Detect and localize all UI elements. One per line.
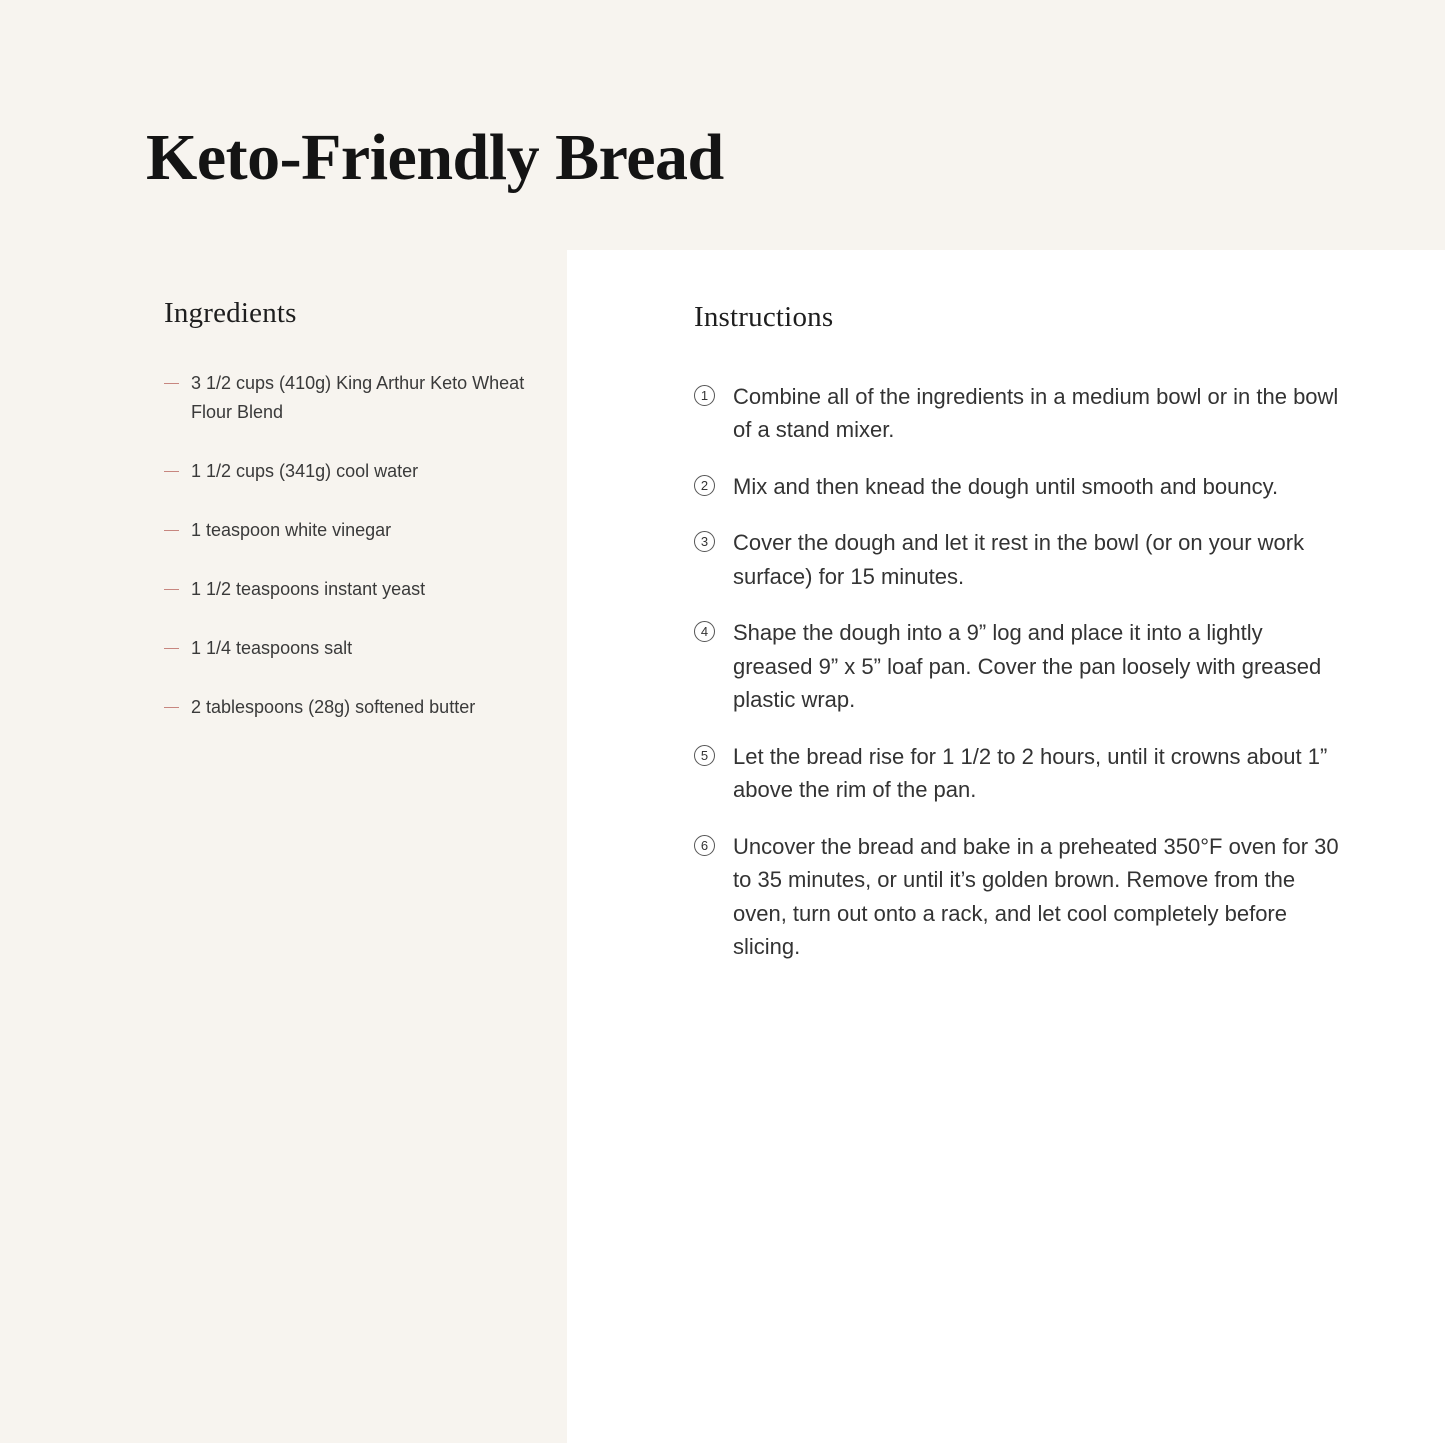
ingredient-text: 1 1/2 teaspoons instant yeast [191, 578, 426, 599]
ingredient-text: 3 1/2 cups (410g) King Arthur Keto Wheat Flour Blend [191, 372, 525, 422]
ingredient-text: 2 tablespoons (28g) softened butter [191, 696, 476, 717]
ingredient-text: 1 1/2 cups (341g) cool water [191, 460, 419, 481]
ingredients-heading: Ingredients [164, 297, 297, 329]
step-number-circle-icon: 2 [694, 475, 715, 496]
instruction-step [694, 616, 1344, 717]
instruction-step [694, 526, 1344, 593]
ingredient-item [164, 693, 534, 722]
ingredients-list [164, 369, 534, 722]
dash-bullet-icon [164, 471, 179, 472]
instructions-list [694, 380, 1344, 964]
instruction-step [694, 740, 1344, 807]
instructions-heading: Instructions [694, 301, 834, 333]
page-title: Keto-Friendly Bread [146, 121, 724, 194]
step-text: Shape the dough into a 9” log and place it into a lightly greased 9” x 5” loaf pan. Cover the pan loosely with greased plastic wrap. [733, 620, 1322, 713]
step-number-circle-icon: 3 [694, 531, 715, 552]
step-text: Uncover the bread and bake in a preheated 350°F oven for 30 to 35 minutes, or until it’s golden brown. Remove from the oven, turn out onto a rack, and let cool completely before slicing. [733, 833, 1339, 960]
step-text: Combine all of the ingredients in a medium bowl or in the bowl of a stand mixer. [733, 383, 1339, 443]
instruction-step [694, 470, 1344, 504]
ingredient-item [164, 457, 534, 486]
instruction-step [694, 380, 1344, 447]
step-text: Mix and then knead the dough until smooth and bouncy. [733, 473, 1279, 499]
ingredient-item [164, 369, 534, 427]
dash-bullet-icon [164, 530, 179, 531]
step-number-circle-icon: 4 [694, 621, 715, 642]
ingredient-text: 1 1/4 teaspoons salt [191, 637, 353, 658]
step-number-circle-icon: 6 [694, 835, 715, 856]
step-text: Let the bread rise for 1 1/2 to 2 hours, until it crowns about 1” above the rim of the pan. [733, 743, 1328, 803]
step-number-circle-icon: 5 [694, 745, 715, 766]
ingredient-item [164, 516, 534, 545]
dash-bullet-icon [164, 589, 179, 590]
step-text: Cover the dough and let it rest in the bowl (or on your work surface) for 15 minutes. [733, 530, 1305, 589]
instruction-step [694, 830, 1344, 964]
ingredients-section [164, 296, 534, 752]
instructions-section [694, 300, 1344, 987]
ingredient-item [164, 634, 534, 663]
dash-bullet-icon [164, 383, 179, 384]
step-number-circle-icon: 1 [694, 385, 715, 406]
ingredient-item [164, 575, 534, 604]
dash-bullet-icon [164, 707, 179, 708]
dash-bullet-icon [164, 648, 179, 649]
ingredient-text: 1 teaspoon white vinegar [191, 519, 392, 540]
